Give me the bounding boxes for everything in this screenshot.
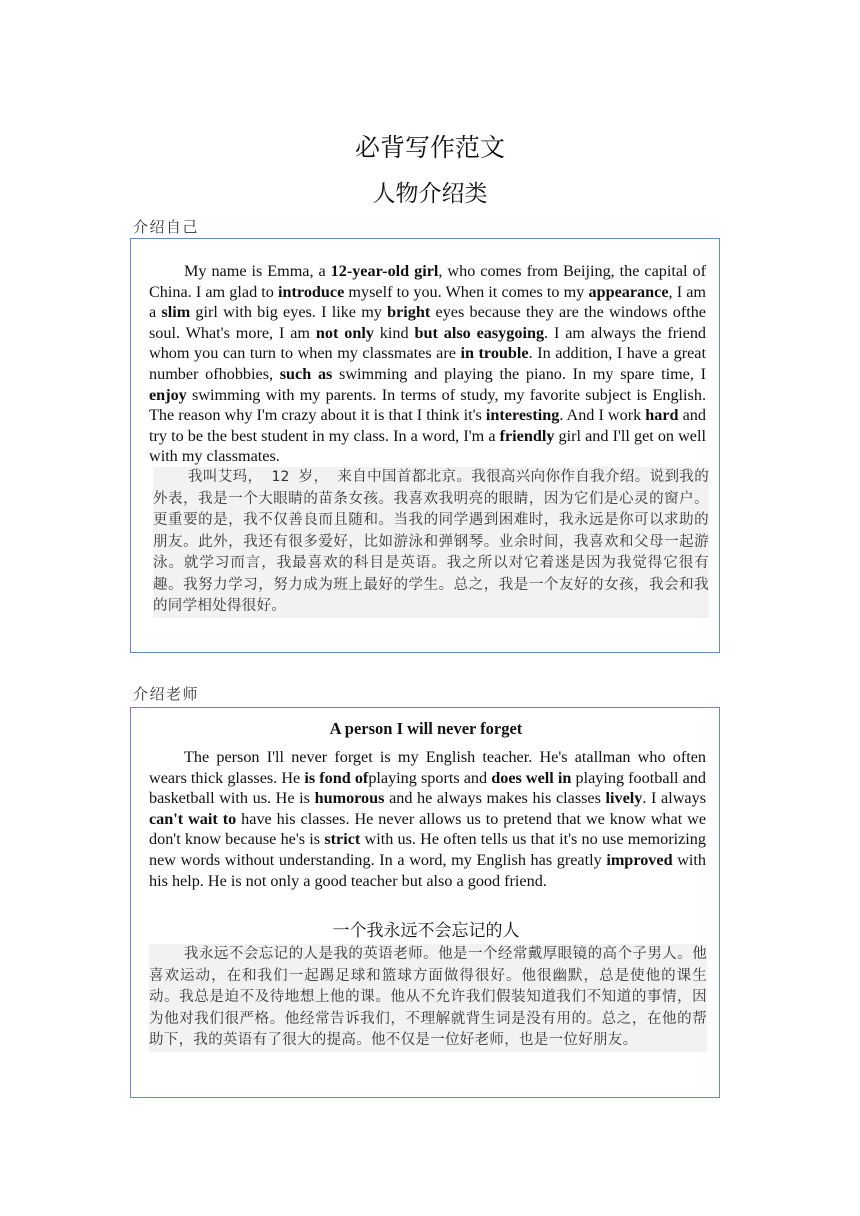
bold-phrase: is fond of xyxy=(304,768,369,787)
bold-phrase: friendly xyxy=(499,426,555,445)
bold-phrase: enjoy xyxy=(149,385,187,404)
bold-phrase: strict xyxy=(324,830,361,849)
bold-phrase: not only xyxy=(315,323,374,342)
bold-phrase: but also easygoing xyxy=(414,323,545,342)
text-run: eyes because they are the windows ofthe soul. What's more, I am xyxy=(149,303,706,342)
text-run: The person I'll never forget is my English teacher. He's atallman who often wears thick glasses. He xyxy=(149,748,706,787)
bold-phrase: lively xyxy=(605,789,643,808)
teacher-essay-title: A person I will never forget xyxy=(329,719,523,738)
bold-phrase: 12-year-old girl xyxy=(330,262,439,280)
bold-phrase: can't wait to xyxy=(149,809,237,828)
self-intro-chinese-paragraph: 我叫艾玛， 12 岁， 来自中国首都北京。我很高兴向你作自我介绍。说到我的外表，我是一个大眼睛的苗条女孩。我喜欢我明亮的眼睛，因为它们是心灵的窗户。更重要的是，我不仅善良而且随和。当我的同学遇到困难时，我永远是你可以求助的朋友。此外，我还有很多爱好，比如游泳和弹钢琴。业余时间，我喜欢和父母一起游泳。就学习而言，我最喜欢的科目是英语。我之所以对它着迷是因为我觉得它很有趣。我努力学习，努力成为班上最好的学生。总之，我是一个友好的女孩，我会和我的同学相处得很好。 xyxy=(153,467,709,618)
text-run: swimming with my parents. In terms of study, my favorite subject is English. The reason why I'm crazy about it is that I think it's xyxy=(149,385,706,425)
text-run: playing sports and xyxy=(368,768,492,787)
text-run: myself to you. When it comes to my xyxy=(344,282,589,301)
text-run: . In addition, I have a great number ofhobbies, xyxy=(149,344,706,383)
bold-phrase: humorous xyxy=(314,789,385,808)
section-label-self-intro: 介绍自己 xyxy=(133,218,200,236)
bold-phrase: hard xyxy=(645,406,679,425)
text-run: and he always makes his classes xyxy=(384,789,606,808)
teacher-intro-box xyxy=(130,707,720,1098)
text-run: My name is Emma, a xyxy=(184,262,331,280)
text-run: girl with big eyes. I like my xyxy=(190,303,388,322)
teacher-chinese-paragraph: 我永远不会忘记的人是我的英语老师。他是一个经常戴厚眼镜的高个子男人。他喜欢运动，在和我们一起踢足球和篮球方面做得很好。他很幽默，总是使他的课生动。我总是迫不及待地想上他的课。他从不允许我们假装知道我们不知道的事情，因为他对我们很严格。他经常告诉我们，不理解就背生词是没有用的。总之，在他的帮助下，我的英语有了很大的提高。他不仅是一位好老师，也是一位好朋友。 xyxy=(149,944,707,1052)
text-run: . I am always the friend whom you can turn to when my classmates are xyxy=(149,323,707,363)
page-title: 必背写作范文 xyxy=(354,133,505,162)
text-run: have his classes. He never allows us to pretend that we know what we don't know because he's is xyxy=(149,809,707,849)
bold-phrase: interesting xyxy=(485,406,560,425)
text-run: , who comes from Beijing, the capital of China. I am glad to xyxy=(149,262,706,301)
section-label-teacher-intro: 介绍老师 xyxy=(133,685,200,703)
self-intro-box xyxy=(130,238,720,653)
text-run: with us. He often tells us that it's no use memorizing new words without understanding. In a word, my English has greatly xyxy=(149,830,706,869)
bold-phrase: bright xyxy=(387,303,431,322)
self-intro-english-paragraph xyxy=(149,261,706,467)
bold-phrase: in trouble xyxy=(460,344,529,363)
teacher-english-paragraph xyxy=(149,747,706,891)
bold-phrase: does well in xyxy=(491,768,572,787)
bold-phrase: slim xyxy=(161,303,191,322)
text-run: and try to be the best student in my class. In a word, I'm a xyxy=(149,406,706,445)
text-run: . I always xyxy=(642,789,706,808)
text-run: . And I work xyxy=(559,406,646,425)
text-run: playing football and basketball with us. He is xyxy=(149,768,706,808)
text-run: girl and I'll get on well with my classmates. xyxy=(149,426,706,466)
text-run: , I am a xyxy=(149,282,707,322)
bold-phrase: improved xyxy=(606,850,673,869)
bold-phrase: appearance xyxy=(588,282,669,301)
bold-phrase: such as xyxy=(279,364,333,383)
text-run: kind xyxy=(373,323,415,342)
page-subtitle: 人物介绍类 xyxy=(372,181,488,207)
teacher-essay-chinese-title: 一个我永远不会忘记的人 xyxy=(332,921,520,941)
text-run: with his help. He is not only a good teacher but also a good friend. xyxy=(149,850,707,890)
bold-phrase: introduce xyxy=(278,282,345,301)
text-run: swimming and playing the piano. In my spare time, I xyxy=(332,364,706,383)
